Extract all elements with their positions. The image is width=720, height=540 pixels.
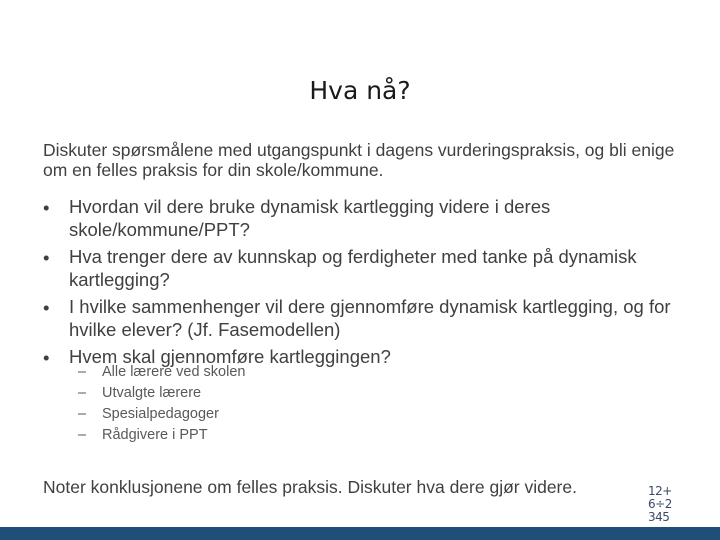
dash-glyph: –: [78, 427, 87, 443]
sub-item-text: Rådgivere i PPT: [102, 427, 208, 443]
sub-item-text: Utvalgte lærere: [102, 385, 202, 401]
sub-list: [78, 362, 245, 446]
sub-item: [78, 404, 245, 425]
numbers-logo-icon: [648, 484, 684, 524]
dash-glyph: –: [78, 406, 87, 422]
footer-bar: [0, 527, 720, 540]
question-item: [43, 245, 703, 291]
sub-item: [78, 383, 245, 404]
question-text: Hvordan vil dere bruke dynamisk kartlegging videre i deres skole/kommune/PPT?: [69, 196, 551, 240]
sub-item-text: Spesialpedagoger: [102, 406, 219, 422]
logo-line: 345: [648, 510, 670, 524]
intro-text: Diskuter spørsmålene med utgangspunkt i dagens vurderingspraksis, og bli enige om en felles praksis for din skole/kommune.: [43, 140, 675, 180]
sub-item: [78, 425, 245, 446]
question-text: Hvem skal gjennomføre kartleggingen?: [69, 346, 391, 367]
logo-line: 6÷2: [648, 497, 672, 511]
question-text: I hvilke sammenhenger vil dere gjennomføre dynamisk kartlegging, og for hvilke elever? (Jf. Fasemodellen): [69, 296, 671, 340]
bullet-glyph: •: [43, 197, 50, 218]
question-item: [43, 195, 703, 241]
question-list: [43, 195, 703, 369]
question-text: Hva trenger dere av kunnskap og ferdigheter med tanke på dynamisk kartlegging?: [69, 246, 637, 290]
question-item: [43, 295, 703, 341]
slide-title: Hva nå?: [309, 76, 411, 105]
sub-item: [78, 362, 245, 383]
bullet-glyph: •: [43, 347, 50, 368]
dash-glyph: –: [78, 364, 87, 380]
bullet-glyph: •: [43, 297, 50, 318]
closing-text: Noter konklusjonene om felles praksis. Diskuter hva dere gjør videre.: [43, 477, 577, 497]
dash-glyph: –: [78, 385, 87, 401]
logo-line: 12+: [648, 484, 672, 498]
sub-item-text: Alle lærere ved skolen: [102, 364, 246, 380]
bullet-glyph: •: [43, 247, 50, 268]
